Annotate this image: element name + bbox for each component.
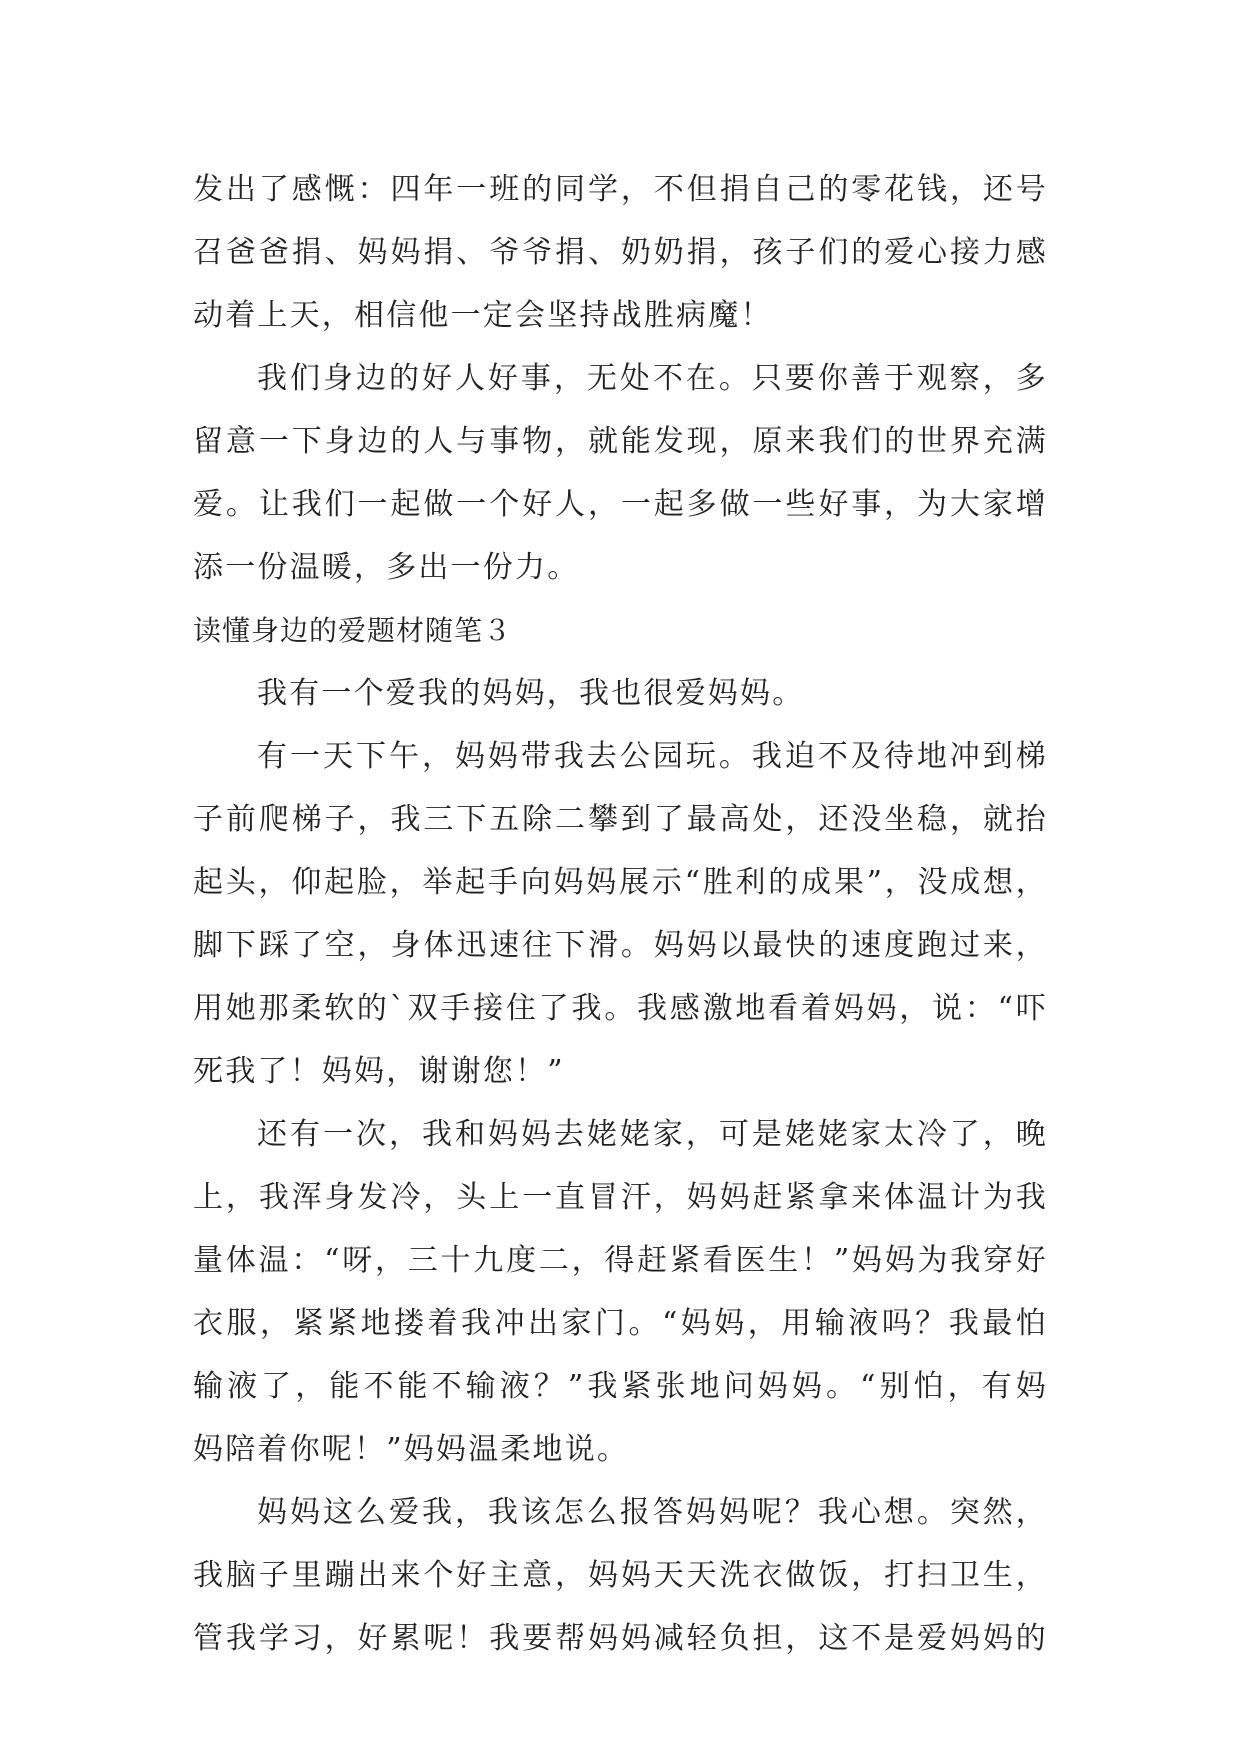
text-line: 输液了，能不能不输液？”我紧张地问妈妈。“别怕，有妈 [193, 1369, 1048, 1404]
paragraph [193, 725, 1048, 1103]
text-line: 衣服，紧紧地搂着我冲出家门。“妈妈，用输液吗？我最怕 [193, 1306, 1048, 1341]
paragraph [193, 347, 1048, 599]
text-line: 子前爬梯子，我三下五除二攀到了最高处，还没坐稳，就抬 [193, 802, 1048, 837]
paragraph [193, 662, 1048, 725]
text-line: 妈陪着你呢！”妈妈温柔地说。 [193, 1432, 630, 1467]
paragraph [193, 158, 1048, 347]
text-line: 还有一次，我和妈妈去姥姥家，可是姥姥家太冷了，晚 [257, 1117, 1048, 1152]
text-line: 死我了！妈妈，谢谢您！” [193, 1054, 565, 1089]
text-line: 上，我浑身发冷，头上一直冒汗，妈妈赶紧拿来体温计为我 [193, 1180, 1048, 1215]
text-line: 我有一个爱我的妈妈，我也很爱妈妈。 [257, 676, 805, 711]
text-line: 脚下踩了空，身体迅速往下滑。妈妈以最快的速度跑过来， [193, 928, 1048, 963]
text-line: 发出了感慨：四年一班的同学，不但捐自己的零花钱，还号 [193, 172, 1048, 207]
paragraph [193, 1103, 1048, 1481]
text-line: 我们身边的好人好事，无处不在。只要你善于观察，多 [257, 361, 1048, 396]
text-line: 妈妈这么爱我，我该怎么报答妈妈呢？我心想。突然， [257, 1495, 1048, 1530]
text-line: 动着上天，相信他一定会坚持战胜病魔！ [193, 298, 773, 333]
text-line: 有一天下午，妈妈带我去公园玩。我迫不及待地冲到梯 [257, 739, 1048, 774]
text-line: 留意一下身边的人与事物，就能发现，原来我们的世界充满 [193, 424, 1048, 459]
document-body [193, 158, 1048, 1670]
text-line: 管我学习，好累呢！我要帮妈妈减轻负担，这不是爱妈妈的 [193, 1621, 1048, 1656]
text-line: 召爸爸捐、妈妈捐、爷爷捐、奶奶捐，孩子们的爱心接力感 [193, 235, 1048, 270]
text-line: 用她那柔软的`双手接住了我。我感激地看着妈妈，说：“吓 [193, 991, 1048, 1026]
section-heading: 读懂身边的爱题材随笔３ [193, 614, 513, 647]
text-line: 量体温：“呀，三十九度二，得赶紧看医生！”妈妈为我穿好 [193, 1243, 1048, 1278]
text-line: 添一份温暖，多出一份力。 [193, 550, 580, 585]
paragraph [193, 1481, 1048, 1670]
text-line: 我脑子里蹦出来个好主意，妈妈天天洗衣做饭，打扫卫生， [193, 1558, 1048, 1593]
text-line: 起头，仰起脸，举起手向妈妈展示“胜利的成果”，没成想， [193, 865, 1048, 900]
text-line: 爱。让我们一起做一个好人，一起多做一些好事，为大家增 [193, 487, 1048, 522]
